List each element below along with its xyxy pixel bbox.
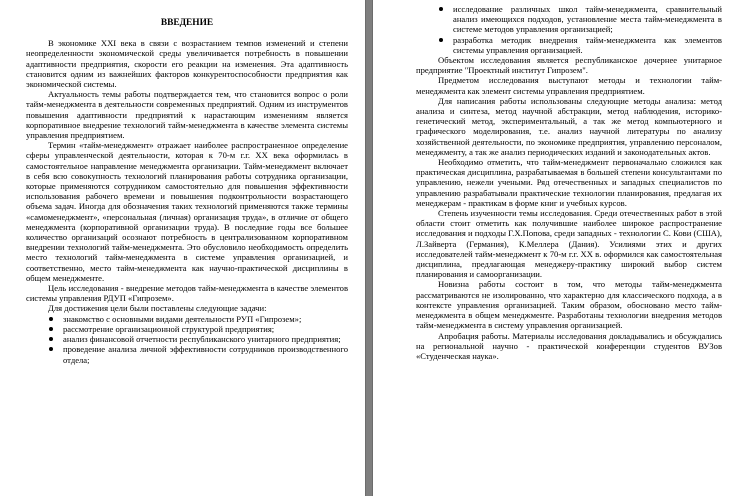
paragraph: Необходимо отметить, что тайм-менеджмент первоначально сложился как практическая дисциплина, разрабатываемая в большей степени консультантами по управлению, нежели учеными. Ряд отечественных и западных специалистов по управлению разрабатывали практические технологии планирования, предлагая их менеджерам - практикам в форме книг и учебных курсов. — [416, 157, 722, 208]
paragraph: Термин «тайм-менеджмент» отражает наиболее распространенное определение сферы управленческой деятельности, которая к 70-м г.г. XX века оформилась в самостоятельное направление менеджмента организации. Тайм-менеджмент включает в себя всю совокупность технологий планирования работы сотрудника организации, которые применяются сотрудником самостоятельно для повышения эффективности использования рабочего времени и повышения подконтрольности возрастающего объема задач. Иногда для обозначения таких технологий применяются также термины «самоменеджмент», «персональная (личная) организация труда», в отличие от общего менеджмента (корпоративной организации труда). В последние годы все большее количество организаций осознают потребность в централизованном корпоративном внедрении технологий тайм-менеджмента. Это обусловило необходимость определить место технологий тайм-менеджмента в системе управления организацией, и соответственно, место тайм-менеджмента как научно-практической дисциплины в общем менеджменте. — [26, 140, 348, 283]
list-item: разработка методик внедрения тайм-менеджмента как элементов системы управления организацией. — [438, 35, 722, 55]
paragraph: Актуальность темы работы подтверждается тем, что становится вопрос о роли тайм-менеджмента в деятельности современных предприятий. Одним из инструментов повышения адаптивности предприятий к нарастающим изменениям является корпоративное внедрение технологий тайм-менеджмента в качестве элемента системы управления предприятием. — [26, 89, 348, 141]
paragraph: Предметом исследования выступают методы и технологии тайм-менеджмента как элемент системы управления предприятием. — [416, 75, 722, 96]
list-item: знакомство с основными видами деятельности РУП «Гипрозем»; — [48, 314, 348, 324]
page-title: ВВЕДЕНИЕ — [160, 18, 214, 28]
paragraph: Объектом исследования является республиканское дочернее унитарное предприятие "Проектный институт Гипрозем". — [416, 55, 722, 76]
task-list — [26, 314, 348, 365]
paragraph: Для написания работы использованы следующие методы анализа: метод анализа и синтеза, метод научной абстракции, метод наблюдения, историко-генетический метод, экспериментальный, а так же метод компьютерного и графического моделирования, т.е. анализ научной литературы по анализу хозяйственной деятельности, по экономике предприятия, управлению персоналом, менеджменту, а так же анализ периодических изданий и законодательных актов. — [416, 95, 722, 157]
task-list-continued — [416, 4, 722, 55]
page-left — [0, 0, 366, 496]
list-item: исследование различных школ тайм-менеджмента, сравнительный анализ имеющихся подходов, установление места тайм-менеджмента в системе методов управления организацией; — [438, 4, 722, 35]
paragraph: Новизна работы состоит в том, что методы тайм-менеджмента рассматриваются не изолированно, что характерно для классического подхода, а в контексте управления организацией. Таким образом, обосновано место тайм-менеджмента в общем менеджменте. Разработаны технологии внедрения методов тайм-менеджмента в систему управления организацией. — [416, 279, 722, 331]
paragraph: Цель исследования - внедрение методов тайм-менеджмента в качестве элементов системы управления РДУП «Гипрозем». — [26, 283, 348, 304]
list-item: рассмотрение организационной структурой предприятия; — [48, 324, 348, 334]
paragraph: Для достижения цели были поставлены следующие задачи: — [48, 303, 267, 314]
paragraph: Степень изученности темы исследования. Среди отечественных работ в этой области стоит отметить как получившие наиболее широкое распространение исследования и подходы Г.Х.Попова, среди западных - технологии С. Кови (США), Л.Зайверта (Германия), К.Меллера (Дания). Усилиями этих и других исследователей тайм-менеджмент к 70-м г.г. XX в. оформился как самостоятельная дисциплина, предлагающая менеджеру-практику широкий выбор систем планирования и самоорганизации. — [416, 208, 722, 280]
paragraph: Апробация работы. Материалы исследования докладывались и обсуждались на региональной научно - практической конференции студентов ВУЗов «Студенческая наука». — [416, 330, 722, 361]
paragraph: В экономике XXI века в связи с возрастанием темпов изменений и степени неопределенности экономической среды увеличивается потребность в повышении адаптивности предприятия, скорости его реакции на изменения. Эта адаптивность становится одним из важнейших факторов конкурентоспособности предприятия как экономической системы. — [26, 38, 348, 90]
list-item: анализ финансовой отчетности республиканского унитарного предприятия; — [48, 334, 348, 344]
list-item: проведение анализа личной эффективности сотрудников производственного отдела; — [48, 344, 348, 364]
page-right — [372, 0, 736, 496]
